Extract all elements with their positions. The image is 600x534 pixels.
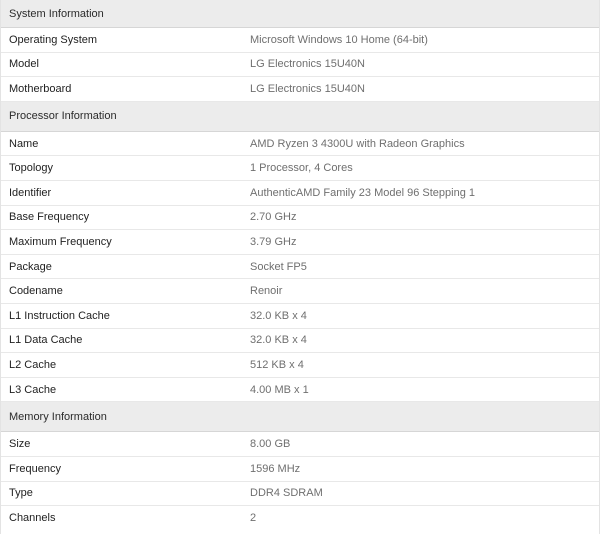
row-label: Frequency bbox=[9, 462, 61, 475]
row-label: Operating System bbox=[9, 33, 98, 46]
table-row bbox=[1, 279, 599, 304]
row-label: Base Frequency bbox=[9, 211, 90, 224]
row-label: Topology bbox=[9, 162, 54, 175]
table-row bbox=[1, 457, 599, 482]
row-label: Codename bbox=[9, 285, 63, 298]
section-header-processor: Processor Information bbox=[1, 102, 599, 132]
row-value: 4.00 MB x 1 bbox=[250, 383, 309, 396]
row-value: 2 bbox=[250, 512, 257, 525]
table-row bbox=[1, 156, 599, 181]
row-value: 512 KB x 4 bbox=[250, 358, 304, 371]
row-value: Socket FP5 bbox=[250, 260, 307, 273]
row-value: 8.00 GB bbox=[250, 438, 291, 451]
table-row bbox=[1, 304, 599, 329]
row-value: 32.0 KB x 4 bbox=[250, 309, 307, 322]
table-row bbox=[1, 132, 599, 157]
row-label: Type bbox=[9, 487, 33, 500]
row-label: L1 Instruction Cache bbox=[9, 309, 110, 322]
table-row bbox=[1, 329, 599, 354]
row-label: L3 Cache bbox=[9, 383, 57, 396]
table-row bbox=[1, 53, 599, 78]
row-value: LG Electronics 15U40N bbox=[250, 82, 365, 95]
row-label: Model bbox=[9, 58, 39, 71]
table-row bbox=[1, 506, 599, 531]
table-row bbox=[1, 28, 599, 53]
row-value: 3.79 GHz bbox=[250, 235, 297, 248]
row-label: L1 Data Cache bbox=[9, 334, 83, 347]
row-value: 32.0 KB x 4 bbox=[250, 334, 307, 347]
table-row bbox=[1, 230, 599, 255]
row-label: Identifier bbox=[9, 186, 52, 199]
row-label: Maximum Frequency bbox=[9, 235, 112, 248]
row-label: L2 Cache bbox=[9, 358, 57, 371]
row-value: 2.70 GHz bbox=[250, 211, 297, 224]
table-row bbox=[1, 482, 599, 507]
row-label: Package bbox=[9, 260, 52, 273]
table-row bbox=[1, 353, 599, 378]
table-row bbox=[1, 432, 599, 457]
row-value: 1596 MHz bbox=[250, 462, 301, 475]
row-value: LG Electronics 15U40N bbox=[250, 58, 365, 71]
section-header-system: System Information bbox=[1, 0, 599, 28]
table-row bbox=[1, 378, 599, 403]
row-label: Size bbox=[9, 438, 31, 451]
row-value: Renoir bbox=[250, 285, 283, 298]
row-value: Microsoft Windows 10 Home (64-bit) bbox=[250, 33, 428, 46]
row-value: 1 Processor, 4 Cores bbox=[250, 162, 353, 175]
row-label: Motherboard bbox=[9, 82, 72, 95]
table-row bbox=[1, 206, 599, 231]
table-row bbox=[1, 255, 599, 280]
row-label: Channels bbox=[9, 512, 56, 525]
table-row bbox=[1, 77, 599, 102]
row-label: Name bbox=[9, 137, 39, 150]
section-header-memory: Memory Information bbox=[1, 402, 599, 432]
row-value: AuthenticAMD Family 23 Model 96 Stepping 1 bbox=[250, 186, 476, 199]
row-value: AMD Ryzen 3 4300U with Radeon Graphics bbox=[250, 137, 465, 150]
table-row bbox=[1, 181, 599, 206]
row-value: DDR4 SDRAM bbox=[250, 487, 323, 500]
